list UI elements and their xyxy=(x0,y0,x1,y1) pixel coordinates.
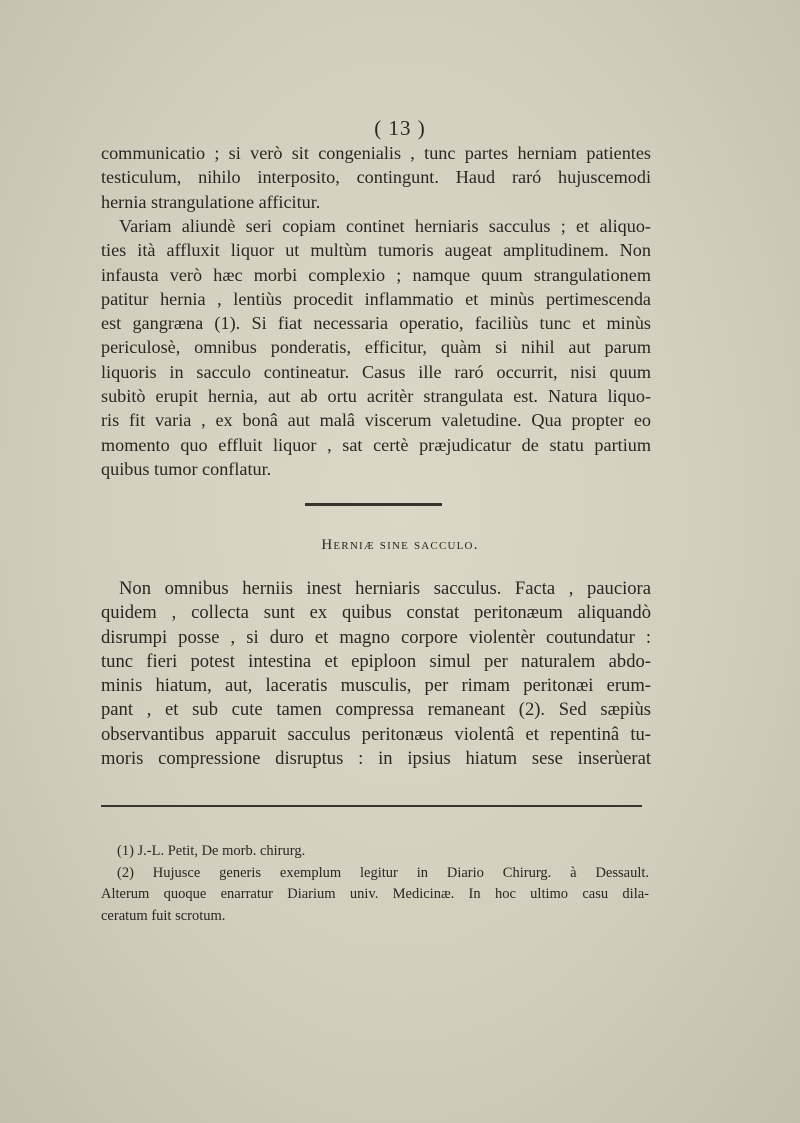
text-line: tunc fieri potest intestina et epiploon simul per naturalem abdo- xyxy=(101,650,651,672)
footnote-1: (1) J.-L. Petit, De morb. chirurg. xyxy=(117,843,306,859)
text-line: liquoris in sacculo contineatur. Casus ille raró occurrit, nisi quum xyxy=(101,361,651,382)
text-line: ties ità affluxit liquor ut multùm tumoris augeat amplitudinem. Non xyxy=(101,240,651,261)
text-line: Non omnibus herniis inest herniaris sacculus. Facta , pauciora xyxy=(119,578,651,599)
text-line: minis hiatum, aut, laceratis musculis, per rimam peritonæi erum- xyxy=(101,675,651,697)
page-number: ( 13 ) xyxy=(374,116,426,140)
text-line: pant , et sub cute tamen compressa remaneant (2). Sed sæpiùs xyxy=(101,699,651,721)
text-line: disrumpi posse , si duro et magno corpore violentèr coutundatur : xyxy=(101,626,651,648)
text-line: observantibus apparuit sacculus peritonæus violentâ et repentinâ tu- xyxy=(101,723,651,745)
text-line: infausta verò hæc morbi complexio ; namque quum strangulationem xyxy=(101,264,651,285)
paragraph-continued xyxy=(101,141,651,214)
paragraph-sacculus-liquor xyxy=(101,214,651,481)
footnote-2-line: (2) Hujusce generis exemplum legitur in Diario Chirurg. à Dessault. xyxy=(117,864,649,881)
text-line: est gangræna (1). Si fiat necessaria operatio, faciliùs tunc et minùs xyxy=(101,313,651,334)
text-line: hernia strangulatione afficitur. xyxy=(101,191,321,212)
footnotes xyxy=(101,841,649,928)
text-line: moris compressione disruptus : in ipsius hiatum sese inserùerat xyxy=(101,748,651,770)
text-line: ris fit varia , ex bonâ aut malâ viscerum valetudine. Qua propter eo xyxy=(101,410,651,431)
footnote-2-line: Alterum quoque enarratur Diarium univ. Medicinæ. In hoc ultimo casu dila- xyxy=(101,886,649,903)
section-heading: Herniæ sine sacculo. xyxy=(321,537,479,553)
section-divider xyxy=(305,503,442,506)
text-line: testiculum, nihilo interposito, contingunt. Haud raró hujuscemodi xyxy=(101,167,651,188)
text-line: subitò erupit hernia, aut ab ortu acritèr strangulata est. Natura liquo- xyxy=(101,386,651,407)
text-line: Variam aliundè seri copiam continet herniaris sacculus ; et aliquo- xyxy=(119,216,651,236)
text-line: momento quo effluit liquor , sat certè præjudicatur de statu partium xyxy=(101,434,651,455)
text-line: periculosè, omnibus ponderatis, efficitur, quàm si nihil aut parum xyxy=(101,337,651,358)
text-line: communicatio ; si verò sit congenialis , tunc partes herniam patientes xyxy=(101,143,651,163)
paragraph-herniae-sine-sacculo xyxy=(101,577,651,771)
text-line: quibus tumor conflatur. xyxy=(101,458,272,479)
text-line: patitur hernia , lentiùs procedit inflammatio et minùs pertimescenda xyxy=(101,288,651,309)
footnote-rule xyxy=(101,805,642,807)
text-line: quidem , collecta sunt ex quibus constat peritonæum aliquandò xyxy=(101,602,651,624)
footnote-2-line: ceratum fuit scrotum. xyxy=(101,908,226,925)
